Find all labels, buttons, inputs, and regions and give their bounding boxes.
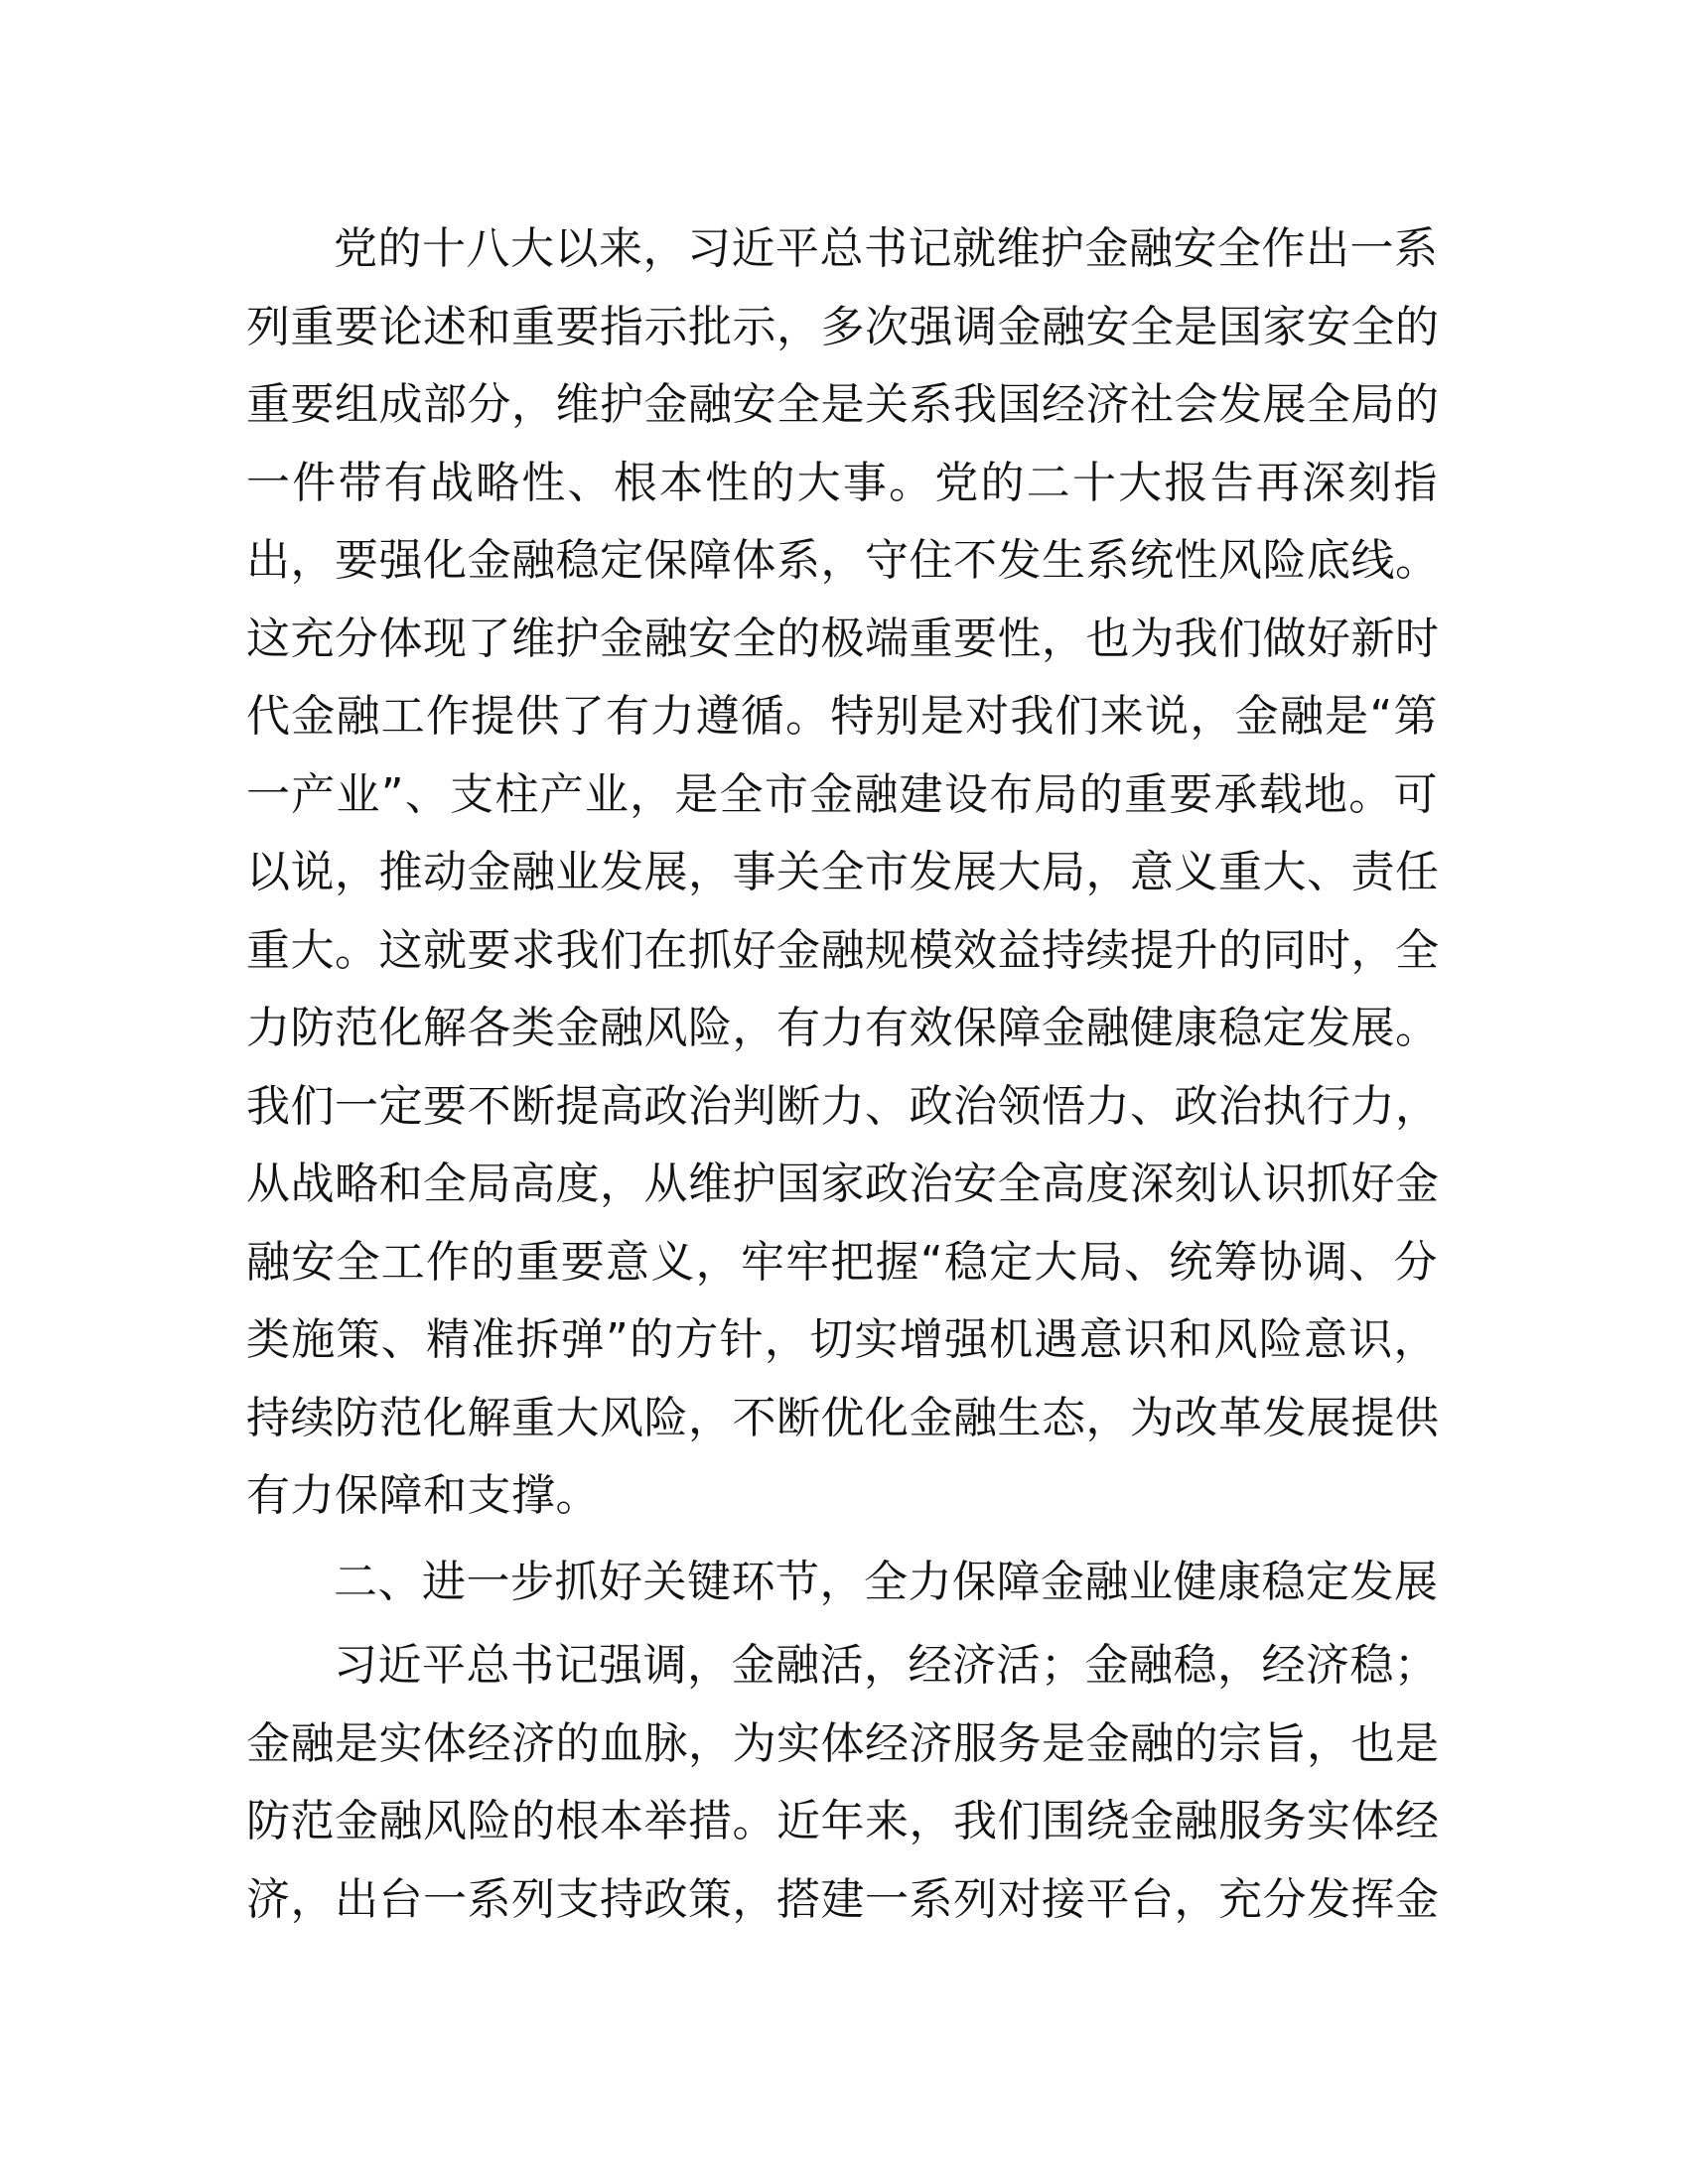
text-line: 习近平总书记强调，金融活，经济活；金融稳，经济稳； (334, 1640, 1439, 1691)
paragraph-financial-security-importance (246, 210, 1438, 1536)
text-line: 防范金融风险的根本举措。近年来，我们围绕金融服务实体经 (246, 1796, 1440, 1846)
text-line: 重要组成部分，维护金融安全是关系我国经济社会发展全局的 (246, 379, 1440, 430)
text-line: 一件带有战略性、根本性的大事。党的二十大报告再深刻指 (246, 457, 1438, 508)
text-line: 这充分体现了维护金融安全的极端重要性，也为我们做好新时 (246, 613, 1440, 664)
text-line: 一产业”、支柱产业，是全市金融建设布局的重要承载地。可 (246, 768, 1438, 820)
text-line: 金融是实体经济的血脉，为实体经济服务是金融的宗旨，也是 (246, 1717, 1440, 1769)
text-line: 力防范化解各类金融风险，有力有效保障金融健康稳定发展。 (246, 1003, 1440, 1053)
text-line: 重大。这就要求我们在抓好金融规模效益持续提升的同时，全 (246, 924, 1440, 976)
paragraph-finance-serves-real-economy (246, 1627, 1438, 1939)
text-line: 以说，推动金融业发展，事关全市发展大局，意义重大、责任 (246, 847, 1440, 897)
section-heading (246, 1544, 1438, 1622)
text-line: 代金融工作提供了有力遵循。特别是对我们来说，金融是“第 (246, 691, 1438, 742)
text-line: 有力保障和支撑。 (246, 1470, 600, 1521)
text-line: 我们一定要不断提高政治判断力、政治领悟力、政治执行力， (246, 1080, 1440, 1132)
text-line: 列重要论述和重要指示批示，多次强调金融安全是国家安全的 (246, 301, 1440, 352)
section-heading-text: 二、进一步抓好关键环节，全力保障金融业健康稳定发展 (334, 1556, 1439, 1607)
document-body (246, 210, 1438, 1939)
text-line: 济，出台一系列支持政策，搭建一系列对接平台，充分发挥金 (246, 1873, 1440, 1925)
text-line: 融安全工作的重要意义，牢牢把握“稳定大局、统筹协调、分 (246, 1236, 1438, 1288)
text-line: 党的十八大以来，习近平总书记就维护金融安全作出一系 (334, 223, 1439, 274)
text-line: 类施策、精准拆弹”的方针，切实增强机遇意识和风险意识， (246, 1314, 1438, 1365)
text-line: 从战略和全局高度，从维护国家政治安全高度深刻认识抓好金 (246, 1159, 1440, 1209)
text-line: 持续防范化解重大风险，不断优化金融生态，为改革发展提供 (246, 1392, 1440, 1443)
text-line: 出，要强化金融稳定保障体系，守住不发生系统性风险底线。 (246, 535, 1440, 586)
